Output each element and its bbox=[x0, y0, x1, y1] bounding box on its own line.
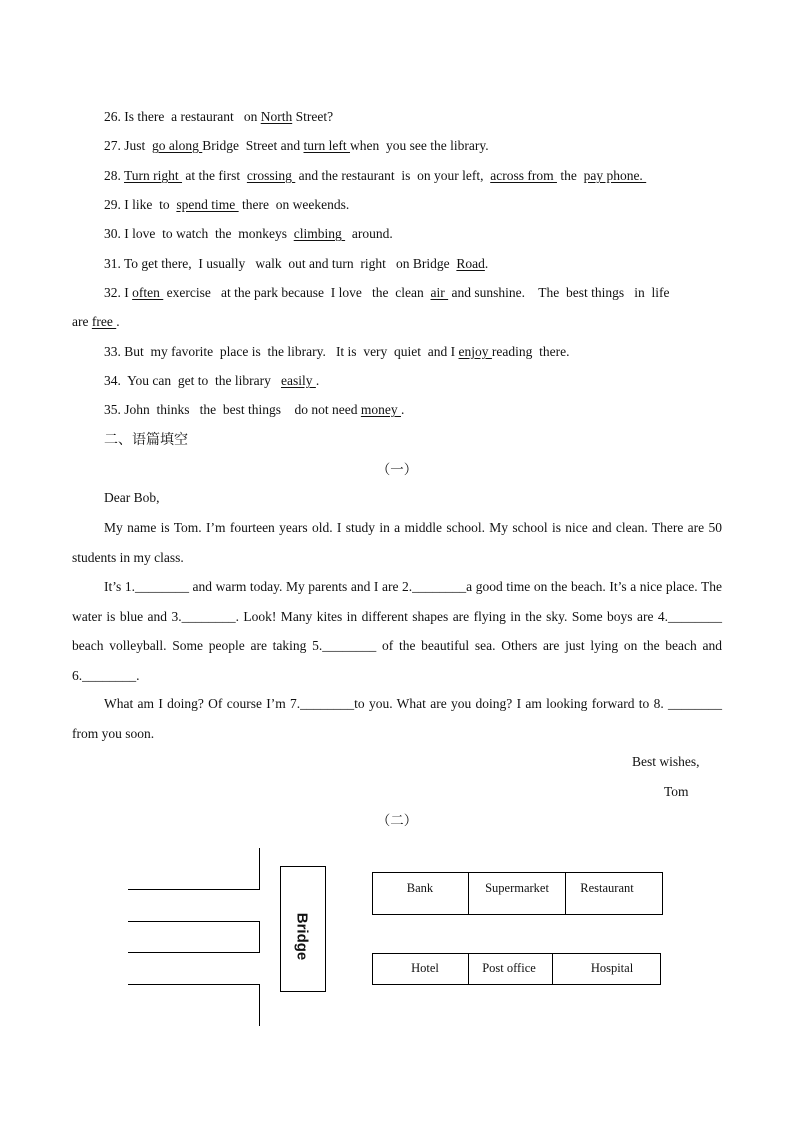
question-text: 26. Is there a restaurant on bbox=[104, 109, 261, 124]
question-text: . bbox=[315, 373, 320, 388]
answer-text: go along bbox=[152, 138, 203, 153]
letter-paragraph-1-text: My name is Tom. I’m fourteen years old. I study in a middle school. My school is nice and clean. There are 50 students in my class. bbox=[72, 520, 722, 565]
question-text: 33. But my favorite place is the library. It is very quiet and I bbox=[104, 344, 459, 359]
question-text: . bbox=[484, 256, 489, 271]
street-line bbox=[128, 952, 260, 953]
street-line bbox=[259, 848, 260, 890]
question-33 bbox=[104, 343, 570, 361]
part-two-label: （二） bbox=[376, 813, 418, 828]
question-text: 30. I love to watch the monkeys bbox=[104, 226, 294, 241]
question-text: 27. Just bbox=[104, 138, 153, 153]
question-text: 29. I like to bbox=[104, 197, 177, 212]
question-text: 28. bbox=[104, 168, 125, 183]
answer-text: air bbox=[430, 285, 449, 300]
answer-text: free bbox=[91, 314, 117, 329]
letter-paragraph-3-text: What am I doing? Of course I’m 7.________to you. What are you doing? I am looking forward to 8. ________ from you soon. bbox=[72, 696, 722, 741]
question-text: . bbox=[116, 314, 120, 329]
bridge-label: Bridge bbox=[293, 912, 311, 961]
question-30 bbox=[104, 225, 393, 243]
answer-text: turn left bbox=[303, 138, 350, 153]
question-text: and the restaurant is on your left, bbox=[295, 168, 491, 183]
letter-paragraph-1 bbox=[72, 513, 722, 572]
question-29 bbox=[104, 196, 349, 214]
answer-text: North bbox=[260, 109, 293, 124]
building-supermarket: Supermarket bbox=[485, 881, 549, 895]
question-text: exercise at the park because I love the clean bbox=[163, 285, 431, 300]
letter-paragraph-3 bbox=[72, 689, 722, 748]
street-line bbox=[259, 921, 260, 952]
question-text: Bridge Street and bbox=[202, 138, 304, 153]
answer-text: spend time bbox=[176, 197, 239, 212]
building-post-office: Post office bbox=[482, 961, 536, 975]
question-text: are bbox=[72, 314, 92, 329]
letter-greeting: Dear Bob, bbox=[104, 490, 160, 505]
answer-text: easily bbox=[280, 373, 316, 388]
answer-text: Turn right bbox=[124, 168, 183, 183]
question-text: the bbox=[556, 168, 584, 183]
letter-paragraph-2 bbox=[72, 572, 722, 690]
letter-signature: Tom bbox=[664, 784, 689, 799]
street-line bbox=[128, 984, 260, 985]
question-text: there on weekends. bbox=[238, 197, 350, 212]
question-text: . bbox=[401, 402, 405, 417]
question-text: 35. John thinks the best things do not need bbox=[104, 402, 361, 417]
answer-text: Road bbox=[456, 256, 485, 271]
building-restaurant: Restaurant bbox=[580, 881, 634, 895]
answer-text: across from bbox=[490, 168, 557, 183]
question-text: and sunshine. The best things in life bbox=[448, 285, 670, 300]
question-32 bbox=[104, 284, 669, 302]
question-26 bbox=[104, 108, 333, 126]
question-31 bbox=[104, 255, 488, 273]
question-text: 34. You can get to the library bbox=[104, 373, 281, 388]
question-text: around. bbox=[345, 226, 393, 241]
building-divider bbox=[552, 953, 553, 985]
building-bank: Bank bbox=[406, 881, 434, 895]
street-line bbox=[259, 984, 260, 1026]
question-text: at the first bbox=[182, 168, 247, 183]
question-35 bbox=[104, 401, 404, 419]
question-27 bbox=[104, 137, 489, 155]
question-text: 31. To get there, I usually walk out and turn right on Bridge bbox=[104, 256, 457, 271]
question-text: 32. I bbox=[104, 285, 133, 300]
answer-text: often bbox=[132, 285, 164, 300]
answer-text: pay phone. bbox=[583, 168, 647, 183]
question-text: when you see the library. bbox=[350, 138, 489, 153]
street-line bbox=[128, 921, 260, 922]
question-32-continued bbox=[72, 313, 120, 331]
letter-closing: Best wishes, bbox=[632, 754, 700, 769]
answer-text: enjoy bbox=[458, 344, 492, 359]
question-text: Street? bbox=[292, 109, 334, 124]
question-text: reading there. bbox=[491, 344, 570, 359]
question-34 bbox=[104, 372, 319, 390]
answer-text: money bbox=[360, 402, 401, 417]
part-one-label: （一） bbox=[376, 462, 418, 477]
answer-text: crossing bbox=[246, 168, 296, 183]
building-hotel: Hotel bbox=[411, 961, 439, 975]
street-line bbox=[128, 889, 260, 890]
answer-text: climbing bbox=[293, 226, 346, 241]
building-hospital: Hospital bbox=[590, 961, 634, 975]
question-28 bbox=[104, 167, 646, 185]
section-heading: 二、语篇填空 bbox=[104, 432, 188, 448]
letter-paragraph-2-text: It’s 1.________ and warm today. My parents and I are 2.________a good time on the beach. It’s a nice place. The water is blue and 3.________. Look! Many kites in different shapes are flying in the sky. Some boys are 4.________ beach volleyball. Some people are taking 5.________ of the beautiful sea. Others are just lying on the beach and 6.________. bbox=[72, 579, 722, 683]
